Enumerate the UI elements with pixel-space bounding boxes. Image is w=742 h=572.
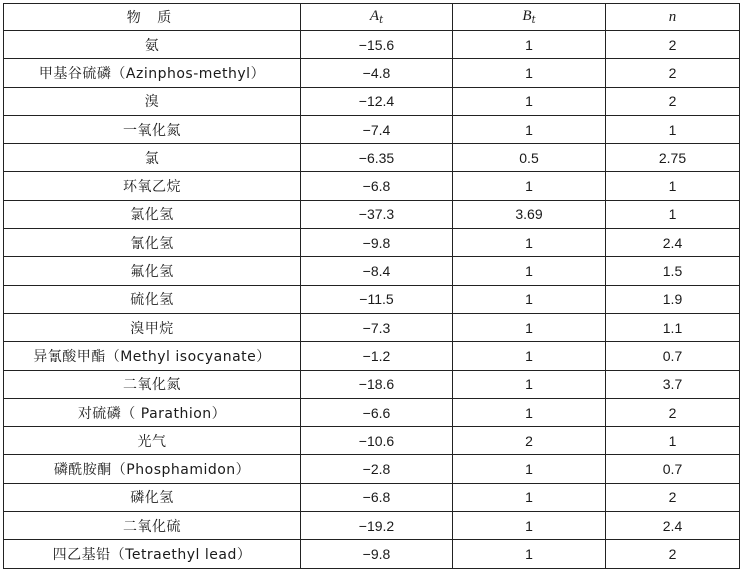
bt-value-cell: 1 xyxy=(453,398,606,426)
substance-name-cell: 环氧乙烷 xyxy=(4,172,301,200)
n-value-cell: 1.1 xyxy=(606,313,740,341)
n-value-cell: 1.9 xyxy=(606,285,740,313)
header-at xyxy=(301,4,453,31)
at-value-cell: −2.8 xyxy=(301,455,453,483)
at-value-cell: −9.8 xyxy=(301,229,453,257)
at-value-cell: −4.8 xyxy=(301,59,453,87)
substance-name-cell: 硫化氢 xyxy=(4,285,301,313)
at-value-cell: −15.6 xyxy=(301,31,453,59)
substance-name-cell: 溴甲烷 xyxy=(4,313,301,341)
n-value-cell: 1 xyxy=(606,200,740,228)
table-row xyxy=(4,59,740,87)
bt-value-cell: 1 xyxy=(453,59,606,87)
substance-name-cell: 对硫磷（ Parathion） xyxy=(4,398,301,426)
at-value-cell: −6.8 xyxy=(301,172,453,200)
bt-value-cell: 1 xyxy=(453,342,606,370)
header-at-var: A xyxy=(369,8,380,24)
n-value-cell: 2 xyxy=(606,483,740,511)
n-value-cell: 2.4 xyxy=(606,512,740,540)
bt-value-cell: 1 xyxy=(453,540,606,568)
n-value-cell: 2 xyxy=(606,31,740,59)
bt-value-cell: 1 xyxy=(453,115,606,143)
table-row xyxy=(4,370,740,398)
substance-name-cell: 氟化氢 xyxy=(4,257,301,285)
table-row xyxy=(4,87,740,115)
substance-name-cell: 一氧化氮 xyxy=(4,115,301,143)
header-n xyxy=(606,4,740,31)
substance-name-cell: 四乙基铅（Tetraethyl lead） xyxy=(4,540,301,568)
n-value-cell: 2 xyxy=(606,540,740,568)
bt-value-cell: 1 xyxy=(453,172,606,200)
substance-name-cell: 异氰酸甲酯（Methyl isocyanate） xyxy=(4,342,301,370)
substance-name-cell: 二氧化硫 xyxy=(4,512,301,540)
header-bt xyxy=(453,4,606,31)
substance-name-cell: 光气 xyxy=(4,427,301,455)
table-row xyxy=(4,398,740,426)
bt-value-cell: 1 xyxy=(453,285,606,313)
at-value-cell: −7.4 xyxy=(301,115,453,143)
n-value-cell: 2.75 xyxy=(606,144,740,172)
bt-value-cell: 0.5 xyxy=(453,144,606,172)
header-bt-var: B xyxy=(522,8,532,24)
at-value-cell: −10.6 xyxy=(301,427,453,455)
at-value-cell: −19.2 xyxy=(301,512,453,540)
at-value-cell: −12.4 xyxy=(301,87,453,115)
table-row xyxy=(4,144,740,172)
bt-value-cell: 1 xyxy=(453,87,606,115)
table-row xyxy=(4,31,740,59)
table-row xyxy=(4,342,740,370)
table-row xyxy=(4,455,740,483)
at-value-cell: −9.8 xyxy=(301,540,453,568)
bt-value-cell: 1 xyxy=(453,483,606,511)
at-value-cell: −6.8 xyxy=(301,483,453,511)
table-row xyxy=(4,229,740,257)
substance-name-cell: 磷酰胺酮（Phosphamidon） xyxy=(4,455,301,483)
substance-name-cell: 氨 xyxy=(4,31,301,59)
header-bt-sub: t xyxy=(531,15,536,26)
substance-constants-table xyxy=(3,3,740,569)
table-row xyxy=(4,172,740,200)
table-row xyxy=(4,540,740,568)
substance-name-cell: 磷化氢 xyxy=(4,483,301,511)
bt-value-cell: 1 xyxy=(453,257,606,285)
at-value-cell: −11.5 xyxy=(301,285,453,313)
table-row xyxy=(4,313,740,341)
bt-value-cell: 1 xyxy=(453,31,606,59)
table-row xyxy=(4,483,740,511)
table-row xyxy=(4,512,740,540)
n-value-cell: 0.7 xyxy=(606,342,740,370)
at-value-cell: −18.6 xyxy=(301,370,453,398)
at-value-cell: −6.35 xyxy=(301,144,453,172)
n-value-cell: 2.4 xyxy=(606,229,740,257)
n-value-cell: 2 xyxy=(606,398,740,426)
substance-name-cell: 氰化氢 xyxy=(4,229,301,257)
bt-value-cell: 1 xyxy=(453,229,606,257)
substance-name-cell: 氯化氢 xyxy=(4,200,301,228)
n-value-cell: 1.5 xyxy=(606,257,740,285)
table-row xyxy=(4,200,740,228)
n-value-cell: 2 xyxy=(606,59,740,87)
header-n-var: n xyxy=(668,8,677,25)
bt-value-cell: 1 xyxy=(453,512,606,540)
bt-value-cell: 3.69 xyxy=(453,200,606,228)
header-at-sub: t xyxy=(379,15,384,26)
n-value-cell: 1 xyxy=(606,172,740,200)
n-value-cell: 1 xyxy=(606,427,740,455)
at-value-cell: −7.3 xyxy=(301,313,453,341)
bt-value-cell: 2 xyxy=(453,427,606,455)
substance-name-cell: 二氧化氮 xyxy=(4,370,301,398)
header-substance: 物 质 xyxy=(4,4,301,31)
n-value-cell: 2 xyxy=(606,87,740,115)
table-row xyxy=(4,115,740,143)
bt-value-cell: 1 xyxy=(453,313,606,341)
at-value-cell: −1.2 xyxy=(301,342,453,370)
n-value-cell: 0.7 xyxy=(606,455,740,483)
substance-name-cell: 甲基谷硫磷（Azinphos-methyl） xyxy=(4,59,301,87)
n-value-cell: 3.7 xyxy=(606,370,740,398)
bt-value-cell: 1 xyxy=(453,370,606,398)
at-value-cell: −37.3 xyxy=(301,200,453,228)
table-row xyxy=(4,257,740,285)
substance-name-cell: 溴 xyxy=(4,87,301,115)
table-row xyxy=(4,427,740,455)
substance-name-cell: 氯 xyxy=(4,144,301,172)
at-value-cell: −6.6 xyxy=(301,398,453,426)
table-header-row xyxy=(4,4,740,31)
at-value-cell: −8.4 xyxy=(301,257,453,285)
table-row xyxy=(4,285,740,313)
bt-value-cell: 1 xyxy=(453,455,606,483)
n-value-cell: 1 xyxy=(606,115,740,143)
